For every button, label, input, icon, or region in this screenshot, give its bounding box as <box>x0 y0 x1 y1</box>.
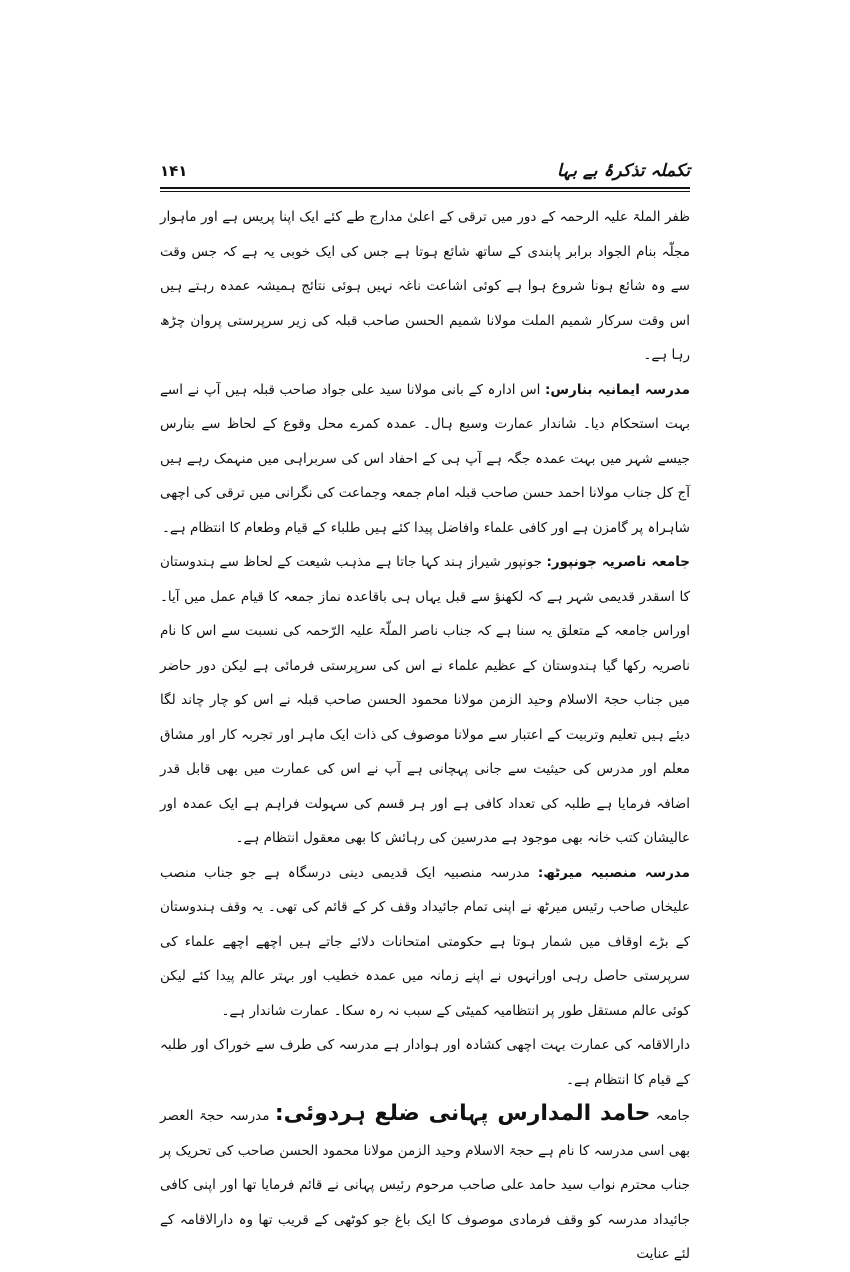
header-rule-thick <box>160 187 690 189</box>
header-rule-thin <box>160 191 690 192</box>
paragraph-madrasa-mansabiya <box>160 856 690 1029</box>
paragraph-press <box>160 200 690 373</box>
paragraph-text: اس ادارہ کے بانی مولانا سید علی جواد صاحب قبلہ ہیں آپ نے اسے بہت استحکام دیا۔ شاندار عمارت وسیع ہال۔ عمدہ کمرے محل وقوع کے لحاظ سے بنارس جیسے شہر میں بہت عمدہ جگہ ہے آپ ہی کے احفاد اس کی سربراہی میں منہمک رہے ہیں آج کل جناب مولانا احمد حسن صاحب قبلہ امام جمعہ وجماعت کی نگرانی میں ترقی کی اچھی شاہراہ پر گامزن ہے اور کافی علماء وافاضل پیدا کئے ہیں طلباء کے قیام وطعام کا انتظام ہے۔ <box>160 381 690 536</box>
paragraph-text: ظفر الملۃ علیہ الرحمہ کے دور میں ترقی کے اعلیٰ مدارج طے کئے ایک اپنا پریس ہے اور ماہوار مجلّہ بنام الجواد برابر پابندی کے ساتھ شائع ہوتا ہے جس کی ایک خوبی یہ ہے کہ جس وقت سے وہ شائع ہونا شروع ہوا ہے کوئی اشاعت ناغہ نہیں ہوئی نتائج ہمیشہ عمدہ رہتے ہیں اس وقت سرکار شمیم الملت مولانا شمیم الحسن صاحب قبلہ کی زیر سرپرستی پروان چڑھ رہا ہے۔ <box>160 209 690 363</box>
paragraph-madrasa-imaniya <box>160 373 690 546</box>
section-heading: مدرسہ ایمانیہ بنارس: <box>545 381 690 398</box>
running-title: تکملہ تذکرۂ بے بہا <box>557 161 690 181</box>
paragraph-jamia-hamid <box>160 1097 690 1272</box>
section-heading: جامعہ ناصریہ جونپور: <box>546 554 691 570</box>
page-number: ۱۴۱ <box>160 162 188 180</box>
paragraph-jamia-nasiriya <box>160 545 690 856</box>
paragraph-text: جونپور شیراز ہند کہا جاتا ہے مذہب شیعت کے لحاظ سے ہندوستان کا اسقدر قدیمی شہر ہے کہ لکھنؤ سے قبل یہاں ہی باقاعدہ نماز جمعہ کا قیام عمل میں آیا۔ اوراس جامعہ کے متعلق یہ سنا ہے کہ جناب ناصر الملّۃ علیہ الرّحمہ کی نسبت سے اس کا نام ناصریہ رکھا گیا ہندوستان کے عظیم علماء نے اس کی سرپرستی فرمائی ہے لیکن دور حاضر میں جناب حجۃ الاسلام وحید الزمن مولانا محمود الحسن صاحب قبلہ نے اس کو چار چاند لگا دیئے ہیں تعلیم وتربیت کے اعتبار سے مولانا موصوف کی ذات ایک ماہر اور تجربہ کار اور مشاق معلم اور مدرس کی حیثیت سے جانی پہچانی ہے آپ نے اس کی عمارت میں بھی قابل قدر اضافہ فرمایا ہے طلبہ کی تعداد کافی ہے اور ہر قسم کی سہولت فراہم ہے ایک عمدہ اور عالیشان کتب خانہ بھی موجود ہے مدرسین کی رہائش کا بھی معقول انتظام ہے۔ <box>160 554 690 846</box>
paragraph-dar-ul-iqama <box>160 1028 690 1097</box>
section-heading: مدرسہ منصبیہ میرٹھ: <box>537 864 691 881</box>
paragraph-text: دارالاقامہ کی عمارت بہت اچھی کشادہ اور ہوادار ہے مدرسہ کی طرف سے خوراک اور طلبہ کے قیام کا انتظام ہے۔ <box>160 1037 690 1088</box>
paragraph-text: مدرسہ منصبیہ ایک قدیمی دینی درسگاہ ہے جو جناب منصب علیخاں صاحب رئیس میرٹھ نے اپنی تمام جائیداد وقف کر کے قائم کی تھی۔ یہ وقف ہندوستان کے بڑے اوقاف میں شمار ہوتا ہے حکومتی امتحانات دلائے جاتے ہیں اچھے اچھے علماء کی سرپرستی حاصل رہی اورانہوں نے اپنے زمانہ میں عمدہ خطیب اور بہتر عالم پیدا کئے لیکن کوئی عالم مستقل طور پر انتظامیہ کمیٹی کے سبب نہ رہ سکا۔ عمارت شاندار ہے۔ <box>160 864 690 1019</box>
body-text <box>160 200 690 1272</box>
page-header <box>160 160 690 186</box>
section-heading-prefix: جامعہ <box>655 1108 690 1124</box>
section-heading-large: حامد المدارس پہانی ضلع ہردوئی: <box>274 1101 651 1126</box>
paragraph-text: مدرسہ حجۃ العصر بھی اسی مدرسہ کا نام ہے حجۃ الاسلام وحید الزمن مولانا محمود الحسن صاحب کی تحریک پر جناب محترم نواب سید حامد علی صاحب مرحوم رئیس پہانی نے قائم فرمایا تھا اور اپنی کافی جائیداد مدرسہ کو وقف فرمادی موصوف کا ایک باغ جو کوٹھی کے قریب تھا وہ دارالاقامہ کے لئے عنایت <box>160 1108 690 1262</box>
